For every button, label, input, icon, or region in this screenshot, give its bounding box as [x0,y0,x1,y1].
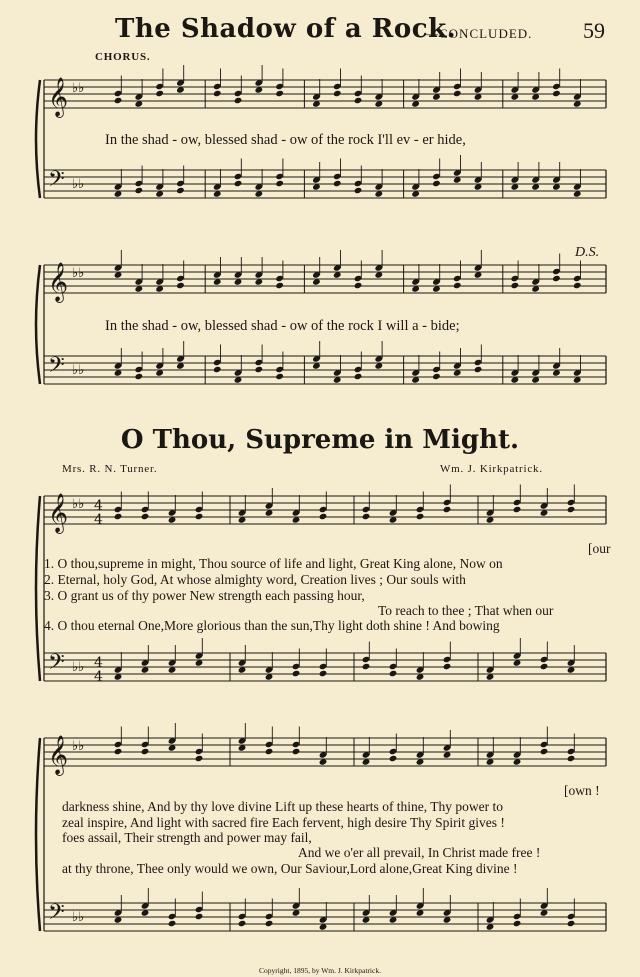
verse-turnover-own: [own ! [564,783,600,798]
chorus-system-1-bass-clef: 𝄢 [48,167,65,197]
chorus-system-1-bass-note [333,180,342,187]
hymn-system-1-bass-note [292,670,301,677]
hymn-system-2-treble-note [114,748,123,755]
page-title: The Shadow of a Rock. [115,14,457,44]
chorus-system-2-treble-note [354,282,363,289]
hymn-system-1-treble-note [195,513,204,520]
hymn-system-1-treble-note [141,513,150,520]
chorus-system-2-treble-note [573,282,582,289]
chorus-lyric-line-1: In the shad - ow, blessed shad - ow of the rock I'll ev - er hide, [105,132,466,148]
hymn-system-1-treble-note [362,513,371,520]
hymn-system-1-treble-note [567,506,576,513]
hymn-system-1-time-signature: 4 [94,669,103,685]
hymn-system-2-treble-note [540,748,549,755]
hymn-system-1-key-signature: ♭♭ [72,497,85,512]
chorus-lyric-line-2: In the shad - ow, blessed shad - ow of the rock I will a - bide; [105,318,460,334]
hymn-system-1-treble-note [513,506,522,513]
hymn-system-1-bass-clef: 𝄢 [48,650,65,680]
hymn-system-1-time-signature: 4 [94,512,103,528]
chorus-system-1-treble-note [552,90,561,97]
chorus-system-2-treble-clef: 𝄞 [48,262,69,302]
verse-3-line-1a: 3. O grant us of thy power New strength each passing hour, [44,588,365,603]
chorus-system-2-treble-note [453,282,462,289]
chorus-system-2-treble-note [176,282,185,289]
chorus-system-2-bass-note [275,373,284,380]
chorus-system-1-treble-note [114,97,123,104]
hymn-system-2-bass-note [567,920,576,927]
chorus-system-1-bass-note [432,180,441,187]
hymn-system-2-treble-note [141,748,150,755]
hymn-system-2-treble-note [567,755,576,762]
verse-turnover-our: [our [588,541,611,556]
verse-3-line-2a: foes assail, Their strength and power may fail, [62,830,312,845]
hymn-system-2-key-signature: ♭♭ [72,910,85,925]
hymn-system-2-brace [36,738,40,931]
hymn-system-2-treble-note [389,755,398,762]
hymn-system-1-brace [36,496,40,681]
verse-2-line-2: zeal inspire, And light with sacred fire Each fervent, high desire Thy Spirit gives ! [62,815,505,830]
hymn-system-2-treble-note [195,755,204,762]
hymn-system-2-treble-note [292,748,301,755]
chorus-system-1-bass-note [176,187,185,194]
chorus-system-2-key-signature: ♭♭ [72,363,85,378]
chorus-system-2-brace [36,265,40,384]
chorus-system-2-treble-note [511,282,520,289]
title-suffix: —CONCLUDED. [425,26,533,41]
hymn-system-1-bass-note [319,670,328,677]
verse-1-line-1: 1. O thou,supreme in might, Thou source of life and light, Great King alone, Now on [44,556,503,571]
chorus-system-1-key-signature: ♭♭ [72,81,85,96]
chorus-system-1-treble-note [275,90,284,97]
chorus-system-2-bass-note [354,373,363,380]
hymn-system-1-bass-note [389,670,398,677]
chorus-system-1-bass-note [275,180,284,187]
author-credit: Mrs. R. N. Turner. [62,463,158,475]
chorus-system-2-bass-note [213,366,222,373]
hymn-system-1-treble-note [443,506,452,513]
verse-1-line-2: darkness shine, And by thy love divine Lift up these hearts of thine, Thy power to [62,799,504,814]
hymn-system-1-key-signature: ♭♭ [72,660,85,675]
hymn-system-2-bass-note [265,920,274,927]
ds-mark: D.S. [575,245,600,260]
chorus-system-1-treble-note [333,90,342,97]
verse-4-line-2: at thy throne, Thee only would we own, Our Saviour,Lord alone,Great King divine ! [62,861,518,876]
chorus-system-1-brace [36,80,40,198]
hymn-system-2-bass-note [195,913,204,920]
verse-3-line-2b: And we o'er all prevail, In Christ made free ! [298,845,541,860]
chorus-system-1-bass-note [234,180,243,187]
hymn-system-2-treble-note [265,748,274,755]
chorus-system-2-bass-note [135,373,144,380]
chorus-system-1-treble-note [213,90,222,97]
chorus-system-1-treble-clef: 𝄞 [48,77,69,117]
hymn-system-2-treble-clef: 𝄞 [48,735,69,775]
chorus-system-1-bass-note [354,187,363,194]
hymn-system-2-key-signature: ♭♭ [72,739,85,754]
chorus-system-2-treble-note [275,282,284,289]
hymn-system-1-treble-clef: 𝄞 [48,493,69,533]
hymn-system-1-treble-note [416,513,425,520]
verse-2-line-1: 2. Eternal, holy God, At whose almighty word, Creation lives ; Our souls with [44,572,466,587]
verse-3-line-1b: To reach to thee ; That when our [378,603,554,618]
verse-4-line-1: 4. O thou eternal One,More glorious than the sun,Thy light doth shine ! And bowing [44,618,500,633]
chorus-system-1-treble-note [354,97,363,104]
page-number: 59 [583,18,605,43]
hymn-system-1-bass-note [362,663,371,670]
hymn-system-1-time-signature: 4 [94,655,103,671]
chorus-system-2-bass-note [255,366,264,373]
hymn-system-1-treble-note [114,513,123,520]
chorus-system-2-bass-note [432,373,441,380]
hymn-system-1-bass-note [443,663,452,670]
chorus-label: CHORUS. [95,51,151,63]
composer-credit: Wm. J. Kirkpatrick. [440,463,543,475]
hymn-title: O Thou, Supreme in Might. [120,425,520,455]
chorus-system-2-bass-clef: 𝄢 [48,353,65,383]
hymn-system-1-bass-note [540,663,549,670]
hymn-system-2-bass-clef: 𝄢 [48,900,65,930]
hymn-system-2-bass-note [238,920,247,927]
hymn-system-1-time-signature: 4 [94,498,103,514]
hymn-system-1-treble-note [319,513,328,520]
chorus-system-2-bass-note [474,366,483,373]
chorus-system-1-key-signature: ♭♭ [72,177,85,192]
chorus-system-1-bass-note [135,187,144,194]
chorus-system-1-treble-note [155,90,164,97]
chorus-system-1-treble-note [453,90,462,97]
chorus-system-2-key-signature: ♭♭ [72,266,85,281]
chorus-system-1-treble-note [234,97,243,104]
chorus-system-2-treble-note [552,275,561,282]
hymn-system-2-bass-note [168,920,177,927]
copyright-notice: Copyright, 1895, by Wm. J. Kirkpatrick. [259,966,381,975]
hymn-system-2-bass-note [513,920,522,927]
